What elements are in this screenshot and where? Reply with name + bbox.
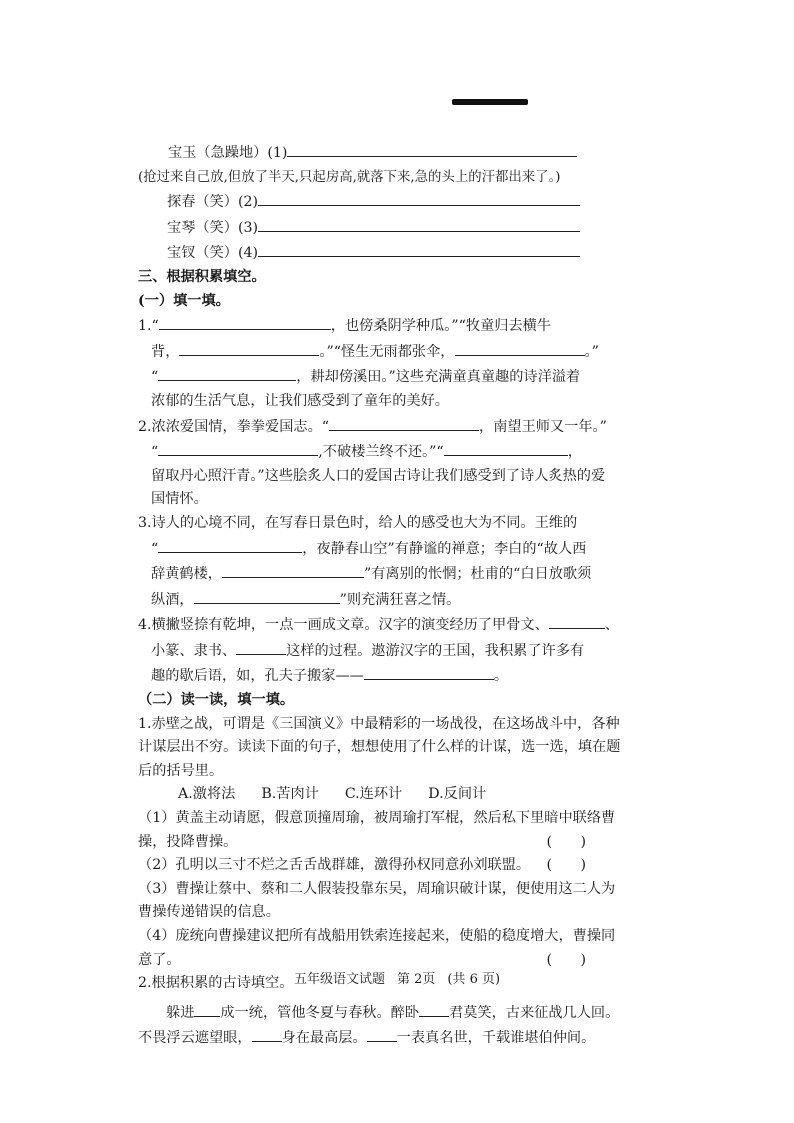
answer-blank[interactable] [179,339,319,356]
section-title: 三、根据积累填空。 [138,268,266,285]
answer-blank[interactable] [367,1025,397,1042]
answer-blank[interactable] [419,1000,449,1017]
tanchun-line: 探春（笑）(2) [138,189,590,215]
q1-line1: 1.“ ，也傍桑阴学种瓜。”“牧童归去横牛 [138,313,590,339]
r1-line2: 计谋层出不穷。读读下面的句子，想想使用了什么样的计谋，选一选，填在题 [138,739,621,756]
r1-s2: （2）孔明以三寸不烂之舌舌战群雄，激得孙权同意孙刘联盟。 ( ) [138,854,590,878]
q3-line2: “ ，夜静春山空”有静谧的禅意；李白的“故人西 [138,536,590,562]
baoyu-line: 宝玉（急躁地）(1) [138,140,590,166]
answer-blank[interactable] [258,215,580,232]
r1-s3-line1: （3）曹操让蔡中、蔡和二人假装投靠东吴，周瑜识破计谋，便使用这二人为 [138,880,616,897]
exam-content [138,140,621,1051]
answer-paren[interactable]: ( ) [546,951,586,968]
r1-s4-line2: 意了。 ( ) [138,949,590,973]
r2-line2: 不畏浮云遮望眼， 身在最高层。 一表真名世，千载谁堪伯仲间。 [138,1025,590,1051]
part2-title: （二）读一读，填一填。 [138,692,295,709]
answer-blank[interactable] [364,663,494,680]
q4-line3: 趣的歇后语，如，孔夫子搬家—— 。 [138,663,590,689]
r1-options [138,783,590,807]
answer-blank[interactable] [252,1025,282,1042]
footer-page: 第 2页 [396,972,436,987]
part1-title: (一）填一填。 [138,292,230,309]
baoyu-narration: (抢过来自己放,但放了半天,只起房高,就落下来,急的头上的汗都出来了。) [138,169,561,185]
r1-s3-line2: 曹操传递错误的信息。 [138,904,280,921]
footer-title: 五年级语文试题 [293,972,385,987]
r1-s1-line1: （1）黄盖主动请愿，假意顶撞周瑜，被周瑜打军棍，然后私下里暗中联络曹 [138,810,616,827]
r1-line1: 1.赤壁之战，可谓是《三国演义》中最精彩的一场战役，在这场战斗中，各种 [138,715,620,732]
q2-line2: “ ,不破楼兰终不还。”“ ， [138,439,590,465]
page-footer [0,968,794,987]
baoqin-line: 宝琴（笑）(3) [138,215,590,241]
answer-blank[interactable] [158,536,302,553]
q2-line4: 国情怀。 [151,491,208,508]
answer-blank[interactable] [158,439,318,456]
answer-blank[interactable] [329,414,479,431]
q4-line1: 4.横撇竖捺有乾坤，一点一画成文章。汉字的演变经历了甲骨文、 、 [138,612,590,638]
answer-blank[interactable] [158,364,296,381]
answer-blank[interactable] [159,313,331,330]
r1-s4-line1: （4）庞统向曹操建议把所有战船用铁索连接起来，使船的稳度增大，曹操同 [138,928,616,944]
answer-blank[interactable] [194,1000,220,1017]
r2-line1: 躲进 成一统，管他冬夏与春秋。醉卧 君莫笑，古来征战几人回。 [138,1000,590,1026]
answer-paren[interactable]: ( ) [546,833,586,850]
q3-line4: 纵酒， ”则充满狂喜之情。 [138,587,590,613]
q2-line1: 2.浓浓爱国情，拳拳爱国志。“ ，南望王师又一年。” [138,414,590,440]
answer-blank[interactable] [455,339,585,356]
r1-line3: 后的括号里。 [138,762,224,779]
answer-blank[interactable] [258,189,580,206]
q1-line2: 背， 。”“怪生无雨都张伞， 。” [138,339,590,365]
answer-blank[interactable] [222,561,364,578]
q2-line3: 留取丹心照汗青。”这些脍炙人口的爱国古诗让我们感受到了诗人炙热的爱 [151,467,606,484]
answer-blank[interactable] [549,612,605,629]
q1-line4: 浓郁的生活气息，让我们感受到了童年的美好。 [151,392,449,409]
q1-line3: “ ，耕却傍溪田。”这些充满童真童趣的诗洋溢着 [138,364,590,390]
answer-blank[interactable] [444,439,568,456]
answer-blank[interactable] [236,638,286,655]
option-a: A.激将法 [178,786,236,803]
option-c: C.连环计 [344,786,403,803]
option-d: D.反间计 [428,786,487,803]
q3-line1: 3.诗人的心境不同，在写春日景色时，给人的感受也大为不同。王维的 [138,514,578,531]
baochai-line: 宝钗（笑）(4) [138,240,590,266]
scan-mark [452,99,528,105]
footer-total: (共 6 页) [447,972,501,987]
r2-title: 2.根据积累的古诗填空。 [138,975,294,992]
answer-paren[interactable]: ( ) [546,857,586,874]
answer-blank[interactable] [258,240,580,257]
q3-line3: 辞黄鹤楼， ”有离别的怅惘；杜甫的“白日放歌须 [138,561,590,587]
r1-s1-line2: 操，投降曹操。 ( ) [138,831,590,855]
answer-blank[interactable] [287,140,577,157]
option-b: B.苦肉计 [261,786,319,803]
q4-line2: 小篆、隶书、 这样的过程。遨游汉字的王国，我积累了许多有 [138,638,590,664]
answer-blank[interactable] [194,587,340,604]
